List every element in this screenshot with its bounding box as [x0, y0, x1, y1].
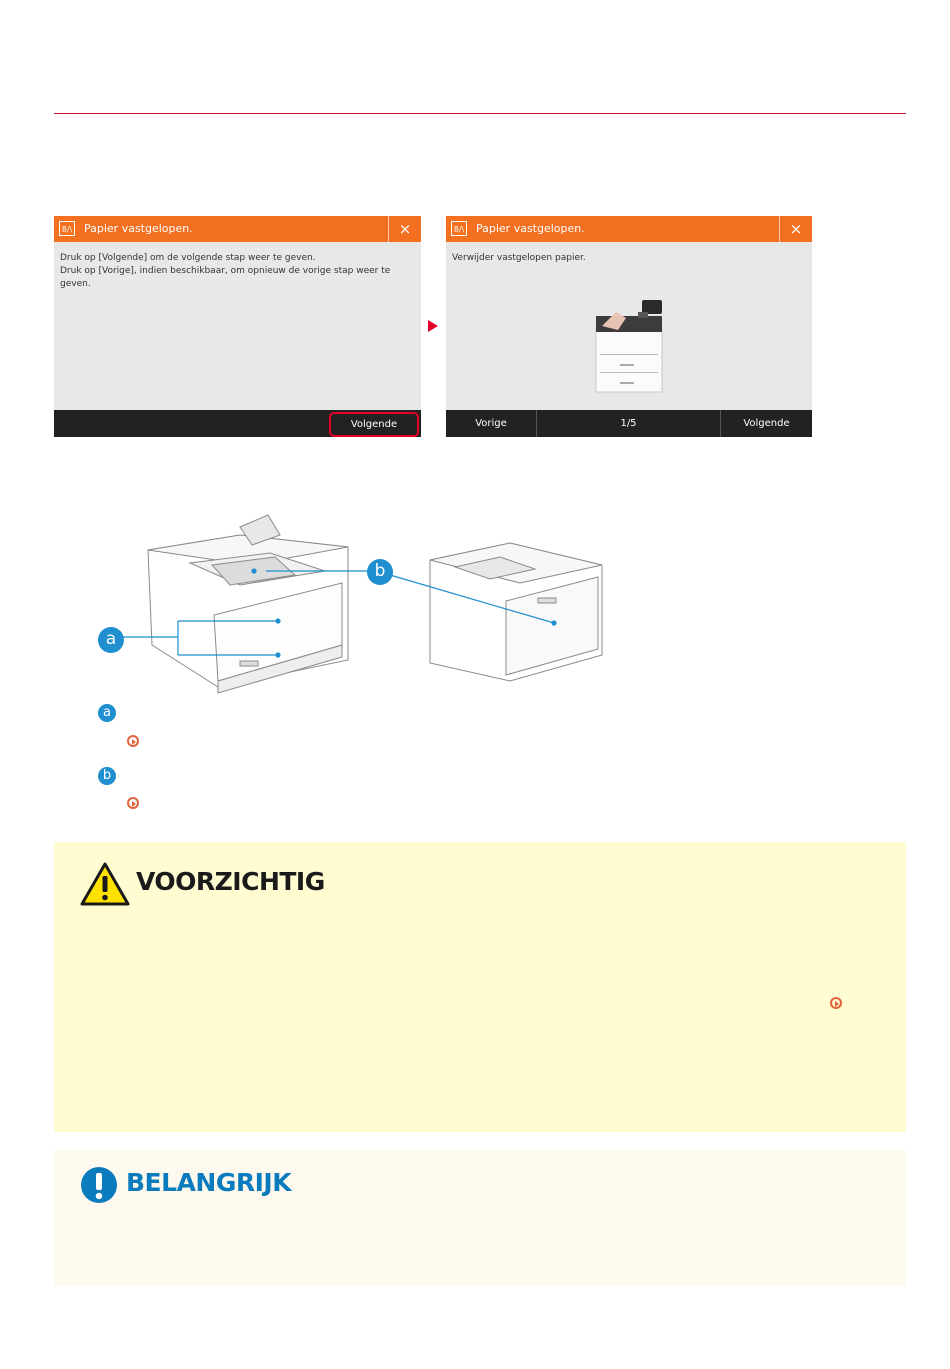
message-line: geven.	[60, 279, 91, 289]
page-indicator: 1/5	[620, 418, 637, 429]
printer-jam-locations-illustration	[90, 505, 620, 695]
warning-triangle-icon	[80, 862, 130, 906]
important-title: BELANGRIJK	[126, 1168, 292, 1197]
screen-message	[60, 252, 390, 291]
lcd-screen-remove-paper	[446, 216, 812, 437]
close-icon[interactable]: ×	[789, 220, 803, 238]
callout-badge-a: a	[98, 627, 124, 653]
paper-jam-icon: 8/\	[59, 221, 75, 236]
header-rule	[54, 113, 906, 114]
previous-button[interactable]: Vorige	[475, 418, 507, 429]
callout-badge-b: b	[367, 559, 393, 585]
legend-badge-b: b	[98, 767, 116, 785]
next-button[interactable]: Volgende	[743, 418, 790, 429]
screen-title: Papier vastgelopen.	[476, 222, 585, 235]
screen-message: Verwijder vastgelopen papier.	[452, 253, 586, 263]
important-exclamation-icon	[80, 1166, 118, 1204]
lcd-screen-instructions	[54, 216, 421, 437]
caution-title: VOORZICHTIG	[136, 867, 325, 896]
important-box	[54, 1150, 906, 1286]
close-icon[interactable]: ×	[398, 220, 412, 238]
next-button[interactable]: Volgende	[329, 412, 419, 437]
screen-title-bar	[446, 216, 812, 242]
printer-animation-image	[592, 298, 672, 393]
message-line: Druk op [Vorige], indien beschikbaar, om opnieuw de vorige stap weer te	[60, 266, 391, 276]
screen-bottom-bar	[446, 410, 812, 437]
next-arrow-icon	[428, 320, 438, 332]
screen-bottom-bar	[54, 410, 421, 437]
caution-box	[54, 842, 906, 1132]
paper-jam-icon: 8/\	[451, 221, 467, 236]
link-arrow-icon[interactable]	[830, 997, 842, 1009]
screen-title: Papier vastgelopen.	[84, 222, 193, 235]
legend-badge-a: a	[98, 704, 116, 722]
screen-title-bar	[54, 216, 421, 242]
link-arrow-icon[interactable]	[127, 797, 139, 809]
message-line: Druk op [Volgende] om de volgende stap weer te geven.	[60, 253, 316, 263]
link-arrow-icon[interactable]	[127, 735, 139, 747]
